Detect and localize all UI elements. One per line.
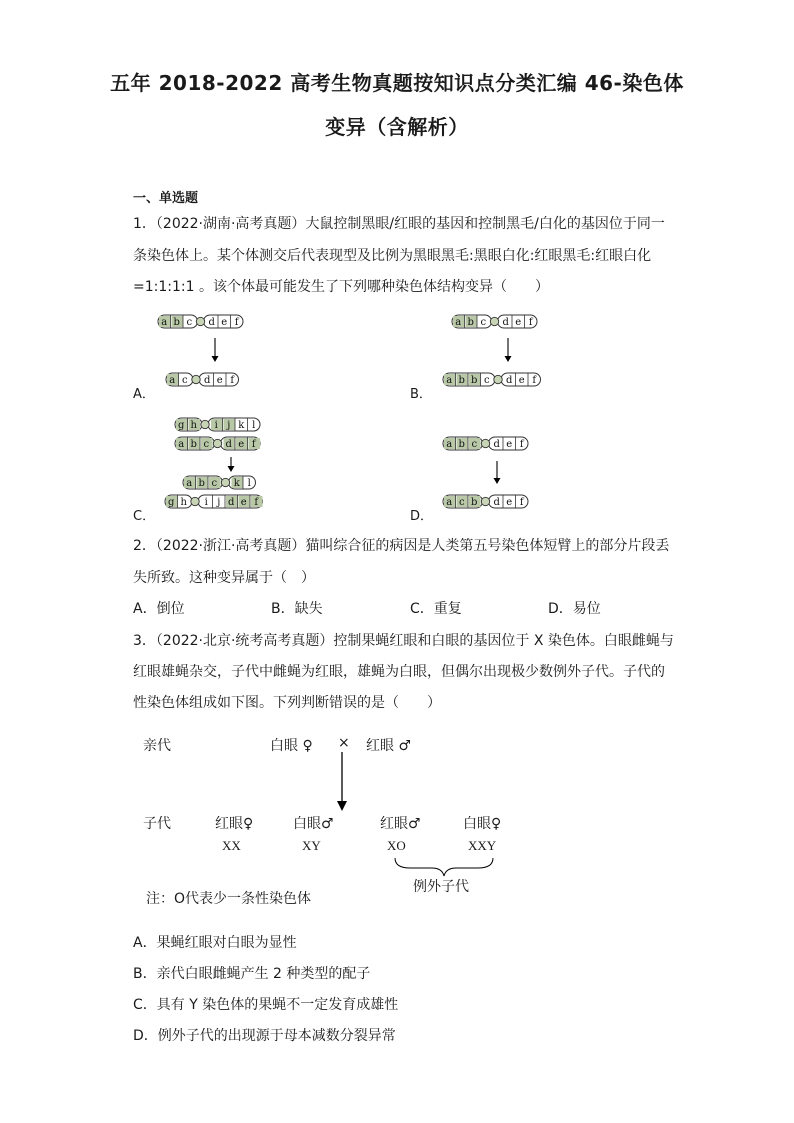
offspring-3-genotype: XO [387, 838, 406, 853]
q1-option-d-label[interactable]: D． [410, 509, 434, 524]
parent-male: 红眼 ♂ [366, 738, 412, 754]
exception-offspring-label: 例外子代 [413, 879, 469, 895]
c-original-ghijkl-gene-label: h [190, 420, 197, 431]
q1-option-b-label[interactable]: B． [410, 387, 432, 402]
document-title-line2: 变异（含解析） [325, 115, 469, 139]
section-heading: 一、单选题 [133, 191, 199, 206]
a-original-gene-label: c [186, 317, 193, 328]
q1-stem-line3: =1:1:1:1 。该个体最可能发生了下列哪种染色体结构变异（ ） [133, 279, 549, 295]
d-result-gene-label: d [493, 497, 500, 508]
q3-stem-line3: 性染色体组成如下图。下列判断错误的是（ ） [133, 695, 441, 711]
q1-stem-line1: 1．（2022·湖南·高考真题）大鼠控制黑眼/红眼的基因和控制黑毛/白化的基因位于同一 [133, 216, 665, 232]
b-original-gene-label: a [455, 317, 462, 328]
c-original-ghijkl-gene-label: k [238, 420, 245, 431]
c-original-abcdef-gene-label: a [178, 439, 185, 450]
c-original-abcdef-gene-label: b [190, 439, 197, 450]
q2-stem-line1: 2．（2022·浙江·高考真题）猫叫综合征的病因是人类第五号染色体短臂上的部分片段丢 [133, 538, 670, 554]
q1-option-c-label[interactable]: C． [133, 509, 156, 524]
c-result-ghijdef-gene-label: h [180, 497, 187, 508]
offspring-1-phenotype: 红眼♀ [215, 816, 254, 832]
q3-option-d[interactable]: D．例外子代的出现源于母本减数分裂异常 [133, 1028, 396, 1044]
c-result-ghijdef-gene-label: f [254, 497, 259, 508]
a-original-gene-label: a [161, 317, 168, 328]
document-title-line1: 五年 2018-2022 高考生物真题按知识点分类汇编 46-染色体 [110, 71, 684, 95]
c-result-abckl-gene-label: a [186, 478, 193, 489]
b-result-gene-label: d [506, 375, 513, 386]
diagram-note: 注：O代表少一条性染色体 [146, 891, 312, 907]
c-result-ghijdef-gene-label: j [217, 497, 221, 508]
a-result-gene-label: d [204, 375, 211, 386]
d-original-gene-label: c [471, 439, 478, 450]
b-result-gene-label: b [471, 375, 478, 386]
d-original-gene-label: b [458, 439, 465, 450]
offspring-4-phenotype: 白眼♀ [463, 816, 502, 832]
q3-stem-line2: 红眼雄蝇杂交，子代中雌蝇为红眼，雄蝇为白眼，但偶尔出现极少数例外子代。子代的 [133, 664, 665, 680]
c-result-abckl-gene-label: c [211, 478, 218, 489]
a-result-gene-label: e [216, 375, 223, 386]
c-result-abckl-gene-label: k [233, 478, 240, 489]
d-result-gene-label: c [458, 497, 465, 508]
c-original-ghijkl-gene-label: i [214, 420, 218, 431]
q3-option-b[interactable]: B．亲代白眼雌蝇产生 2 种类型的配子 [133, 966, 371, 982]
b-result-gene-label: e [518, 375, 525, 386]
c-original-ghijkl-gene-label: l [252, 420, 256, 431]
q2-option-d[interactable]: D．易位 [548, 601, 601, 617]
d-result-gene-label: e [506, 497, 513, 508]
b-original-gene-label: e [515, 317, 522, 328]
a-original-gene-label: b [173, 317, 180, 328]
a-result-gene-label: a [169, 375, 176, 386]
d-result-gene-label: b [471, 497, 478, 508]
parent-female: 白眼 ♀ [270, 738, 313, 754]
q2-option-b[interactable]: B．缺失 [271, 601, 323, 617]
offspring-2-phenotype: 白眼♂ [293, 816, 334, 832]
d-original-gene-label: f [519, 439, 524, 450]
c-result-ghijdef-gene-label: g [168, 497, 175, 508]
a-original-gene-label: e [221, 317, 228, 328]
c-result-abckl-gene-label: b [198, 478, 205, 489]
d-original-gene-label: a [446, 439, 453, 450]
b-result-gene-label: b [458, 375, 465, 386]
c-original-abcdef-gene-label: c [203, 439, 210, 450]
a-result-gene-label: f [230, 375, 235, 386]
q1-option-a-label[interactable]: A． [133, 387, 155, 402]
parent-generation-label: 亲代 [143, 738, 171, 754]
c-original-abcdef-gene-label: d [225, 439, 232, 450]
d-original-gene-label: d [493, 439, 500, 450]
offspring-generation-label: 子代 [143, 816, 171, 832]
offspring-1-genotype: XX [222, 838, 241, 853]
c-original-ghijkl-gene-label: j [227, 420, 231, 431]
q1-stem-line2: 条染色体上。某个体测交后代表现型及比例为黑眼黑毛:黑眼白化:红眼黑毛:红眼白化 [133, 248, 652, 264]
b-original-gene-label: d [502, 317, 509, 328]
b-result-gene-label: c [483, 375, 490, 386]
offspring-3-phenotype: 红眼♂ [380, 816, 421, 832]
b-original-gene-label: c [480, 317, 487, 328]
c-result-ghijdef-gene-label: d [228, 497, 235, 508]
c-original-abcdef-gene-label: f [251, 439, 256, 450]
brace-icon [395, 858, 493, 876]
a-original-gene-label: f [234, 317, 239, 328]
b-original-gene-label: b [467, 317, 474, 328]
q2-option-a[interactable]: A．倒位 [133, 601, 185, 617]
c-result-abckl-gene-label: l [247, 478, 251, 489]
b-result-gene-label: f [532, 375, 537, 386]
d-original-gene-label: e [506, 439, 513, 450]
down-arrow-icon [337, 801, 347, 811]
b-result-gene-label: a [446, 375, 453, 386]
a-result-gene-label: c [181, 375, 188, 386]
a-original-gene-label: d [208, 317, 215, 328]
c-result-ghijdef-gene-label: i [204, 497, 208, 508]
offspring-2-genotype: XY [302, 838, 321, 853]
q3-option-a[interactable]: A．果蝇红眼对白眼为显性 [133, 935, 297, 951]
q3-option-c[interactable]: C．具有 Y 染色体的果蝇不一定发育成雄性 [133, 997, 399, 1013]
c-original-abcdef-gene-label: e [238, 439, 245, 450]
q2-option-c[interactable]: C．重复 [410, 601, 462, 617]
c-result-ghijdef-gene-label: e [240, 497, 247, 508]
q3-stem-line1: 3．（2022·北京·统考高考真题）控制果蝇红眼和白眼的基因位于 X 染色体。白眼雌蝇与 [133, 633, 674, 649]
d-result-gene-label: f [519, 497, 524, 508]
cross-symbol: × [338, 735, 350, 751]
b-original-gene-label: f [528, 317, 533, 328]
c-original-ghijkl-gene-label: g [178, 420, 185, 431]
offspring-4-genotype: XXY [468, 838, 497, 853]
d-result-gene-label: a [446, 497, 453, 508]
q2-stem-line2: 失所致。这种变异属于（ ） [133, 570, 315, 586]
